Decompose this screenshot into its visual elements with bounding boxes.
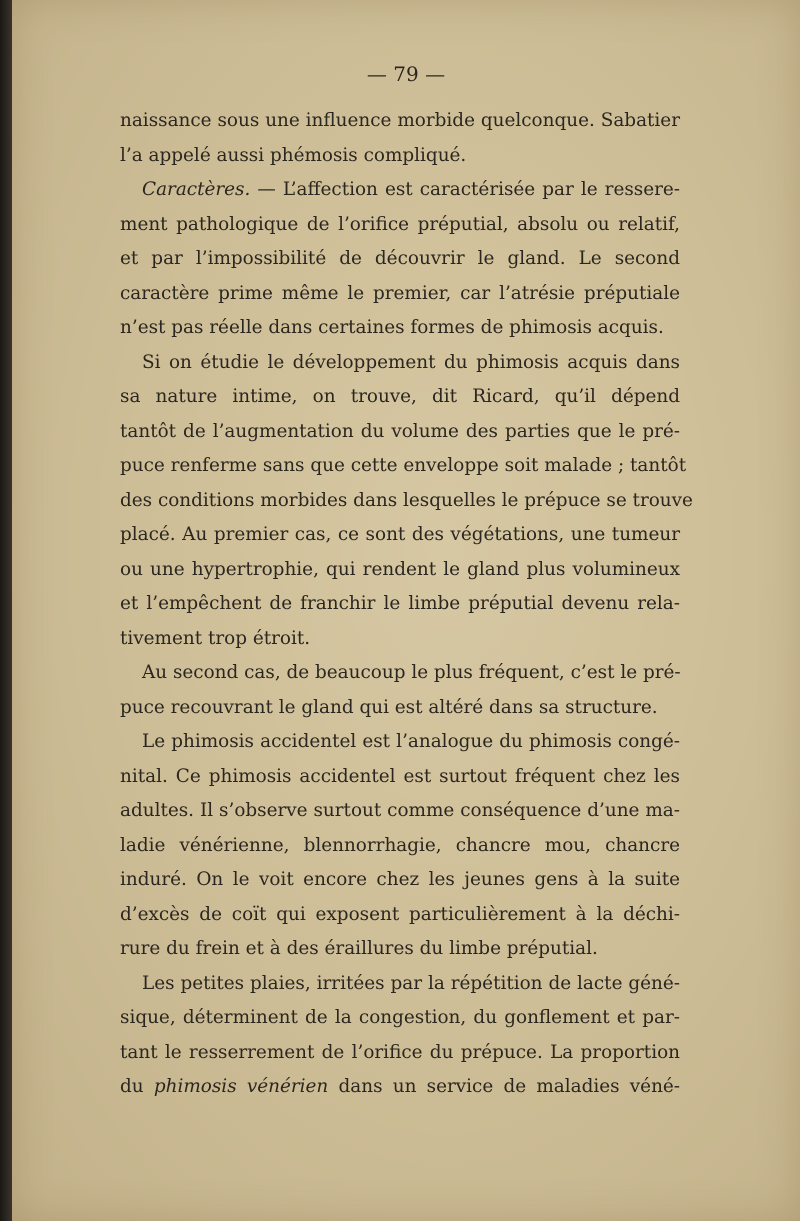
paragraph-2 [120, 173, 680, 346]
text-line: rure du frein et à des éraillures du limbe préputial. [120, 938, 598, 959]
paragraph-1 [120, 104, 680, 173]
book-gutter-edge [0, 0, 12, 1221]
paragraph-4 [120, 656, 680, 725]
page-number: — 79 — [366, 62, 446, 86]
text-line: puce recouvrant le gland qui est altéré dans sa structure. [120, 696, 658, 718]
text-fragment: dans un service de maladies véné- [328, 1076, 681, 1097]
text-fragment: du [120, 1076, 154, 1097]
text-line: des conditions morbides dans lesquelles le prépuce se trouve [120, 489, 693, 511]
text-line: Au second cas, de beaucoup le plus fréquent, c’est le pré- [142, 662, 681, 683]
text-line [120, 1070, 680, 1105]
paragraph-6 [120, 967, 680, 1105]
text-line: adultes. Il s’observe surtout comme conséquence d’une ma- [120, 800, 680, 821]
text-line: tant le resserrement de l’orifice du prépuce. La proportion [120, 1041, 680, 1063]
text-line: induré. On le voit encore chez les jeunes gens à la suite [120, 869, 680, 890]
text-line: ou une hypertrophie, qui rendent le gland plus volumineux [120, 558, 680, 580]
text-line: l’a appelé aussi phémosis compliqué. [120, 144, 467, 166]
italic-term: phimosis vénérien [153, 1076, 329, 1097]
text-line: d’excès de coït qui exposent particulièrement à la déchi- [120, 903, 680, 925]
text-line [120, 173, 680, 208]
text-fragment: — L’affection est caractérisée par le ressere- [250, 179, 680, 200]
paragraph-3 [120, 346, 693, 657]
text-line: sique, déterminent de la congestion, du gonflement et par- [120, 1007, 680, 1028]
section-heading: Caractères. [142, 179, 251, 200]
text-line: caractère prime même le premier, car l’atrésie préputiale [120, 282, 680, 304]
text-line: placé. Au premier cas, ce sont des végétations, une tumeur [120, 524, 680, 545]
text-line: Le phimosis accidentel est l’analogue du phimosis congé- [142, 731, 680, 752]
page-body [120, 104, 693, 1105]
text-line: tivement trop étroit. [120, 627, 311, 649]
text-line: Si on étudie le développement du phimosis acquis dans [142, 351, 680, 373]
text-line: ment pathologique de l’orifice préputial, absolu ou relatif, [120, 213, 680, 235]
book-page [12, 0, 800, 1221]
text-line: et l’empêchent de franchir le limbe préputial devenu rela- [120, 593, 680, 614]
text-line: puce renferme sans que cette enveloppe soit malade ; tantôt [120, 455, 687, 476]
text-line: tantôt de l’augmentation du volume des parties que le pré- [120, 420, 680, 442]
text-line: nital. Ce phimosis accidentel est surtout fréquent chez les [120, 765, 680, 787]
text-line: sa nature intime, on trouve, dit Ricard, qu’il dépend [120, 386, 680, 407]
text-line: n’est pas réelle dans certaines formes de phimosis acquis. [120, 317, 664, 338]
text-line: Les petites plaies, irritées par la répétition de lacte géné- [142, 972, 680, 994]
paragraph-5 [120, 725, 680, 967]
text-line: et par l’impossibilité de découvrir le gland. Le second [120, 248, 680, 269]
text-line: ladie vénérienne, blennorrhagie, chancre mou, chancre [120, 834, 680, 856]
text-line: naissance sous une influence morbide quelconque. Sabatier [120, 110, 680, 131]
